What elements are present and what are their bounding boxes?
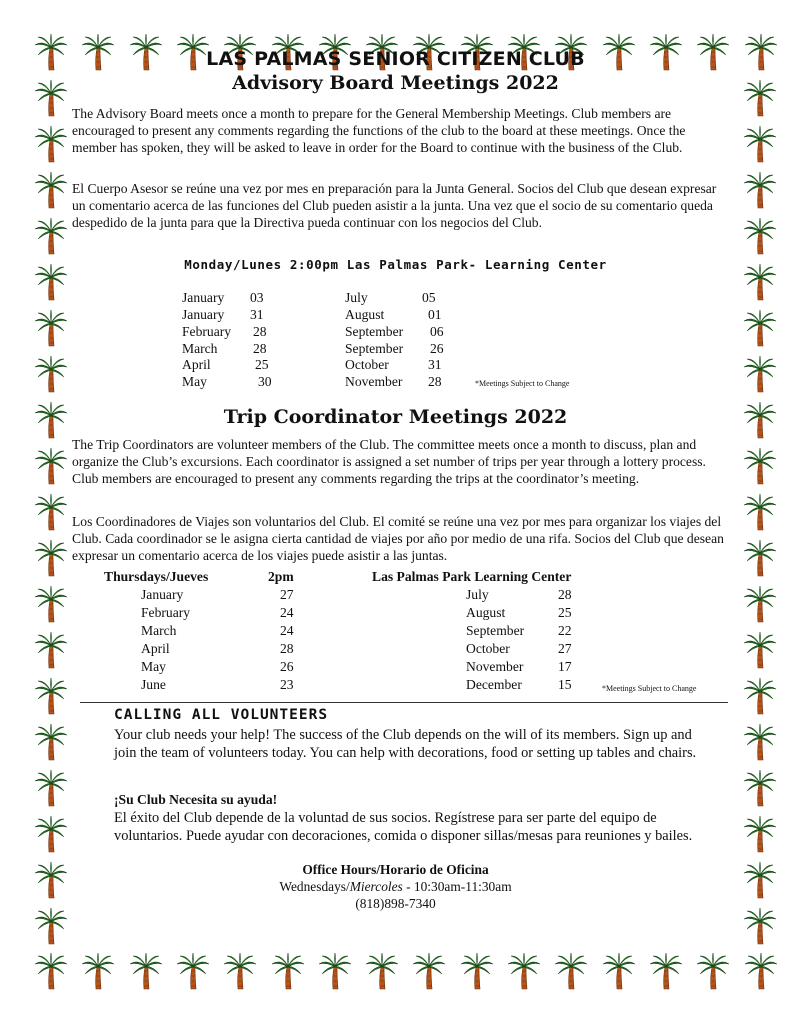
trip-paragraph-es: Los Coordinadores de Viajes son voluntarios del Club. El comité se reúne una vez por mes para organizar los viajes del Club. Cada coordinador se le asigna cierta cantidad de viajes por año por medio de una rifa. Socios del Club que desean expresar un comentario acerca de los viajes puede asistir a las juntas.: [72, 514, 724, 563]
palm-tree-icon: [743, 126, 777, 164]
trip-day: 24: [280, 623, 294, 638]
advisory-month: January: [182, 290, 225, 305]
advisory-paragraph-en: The Advisory Board meets once a month to prepare for the General Membership Meetings. Club members are encouraged to present any comments regarding the functions of the club to the board at these meetings. Once the member has spoken, they will be asked to leave in order for the Board to continue with the business of the Club.: [72, 106, 686, 155]
trip-paragraph-en: The Trip Coordinators are volunteer members of the Club. The committee meets once a month to discuss, plan and organize the Club’s excursions. Each coordinator is assigned a set number of trips per year through a lottery process. Club members are encouraged to present any comments regarding the trips at the coordinator’s meeting.: [72, 437, 706, 486]
trip-day-label: Thursdays/Jueves: [104, 569, 209, 584]
palm-tree-icon: [34, 724, 68, 762]
palm-tree-icon: [34, 586, 68, 624]
advisory-month: September: [345, 341, 404, 356]
palm-tree-icon: [412, 953, 446, 991]
palm-tree-icon: [176, 953, 210, 991]
trip-month: September: [466, 623, 525, 638]
office-hours-time: - 10:30am-11:30am: [402, 879, 512, 894]
trip-day: 27: [280, 587, 294, 602]
trip-day: 15: [558, 677, 572, 692]
palm-tree-icon: [34, 448, 68, 486]
palm-tree-icon: [743, 816, 777, 854]
advisory-month: November: [345, 374, 403, 389]
advisory-board-title: Advisory Board Meetings 2022: [232, 72, 559, 94]
palm-tree-icon: [34, 678, 68, 716]
volunteers-text-es: El éxito del Club depende de la voluntad de sus socios. Regístrese para ser parte del equipo de voluntarios. Puede ayudar con decoraciones, comida o disponer sillas/mesas para reuniones y bailes.: [114, 810, 693, 844]
trip-time-label: 2pm: [268, 569, 294, 584]
palm-tree-icon: [34, 908, 68, 946]
palm-tree-icon: [602, 953, 636, 991]
office-days-en: Wednesdays/: [279, 879, 350, 894]
palm-tree-icon: [743, 218, 777, 256]
office-hours-line: [0, 879, 791, 895]
trip-change-note: *Meetings Subject to Change: [602, 684, 697, 693]
advisory-day: 03: [250, 290, 264, 305]
advisory-month: September: [345, 324, 404, 339]
trip-month: June: [141, 677, 166, 692]
palm-tree-icon: [34, 816, 68, 854]
trip-location-label: Las Palmas Park Learning Center: [372, 569, 572, 584]
palm-tree-icon: [743, 908, 777, 946]
palm-tree-icon: [649, 953, 683, 991]
trip-day: 22: [558, 623, 572, 638]
palm-tree-icon: [743, 494, 777, 532]
palm-tree-icon: [743, 356, 777, 394]
palm-tree-icon: [507, 953, 541, 991]
palm-tree-icon: [34, 218, 68, 256]
trip-day: 28: [558, 587, 572, 602]
advisory-day: 31: [428, 357, 442, 372]
advisory-month: July: [345, 290, 368, 305]
advisory-paragraph-es: El Cuerpo Asesor se reúne una vez por mes en preparación para la Junta General. Socios del Club que desean expresar un comentario acerca de las funciones del Club pueden asistir a la junta. Una vez que el socio de su comentario queda despedido de la junta para que la Directiva pueda continuar con los negocios del Club.: [72, 181, 717, 230]
advisory-month: August: [345, 307, 385, 322]
trip-month: December: [466, 677, 522, 692]
advisory-day: 06: [430, 324, 444, 339]
trip-day: 17: [558, 659, 572, 674]
advisory-day: 31: [250, 307, 264, 322]
palm-tree-icon: [743, 172, 777, 210]
advisory-day: 05: [422, 290, 436, 305]
advisory-change-note: *Meetings Subject to Change: [475, 379, 570, 388]
advisory-month: October: [345, 357, 389, 372]
palm-tree-icon: [34, 632, 68, 670]
palm-tree-icon: [34, 540, 68, 578]
trip-month: November: [466, 659, 524, 674]
volunteers-text-en: Your club needs your help! The success of the Club depends on the will of its members. Sign up and join the team of volunteers today. You can help with decorations, food or setting up tables and chairs.: [114, 727, 697, 761]
volunteers-heading: CALLING ALL VOLUNTEERS: [114, 707, 329, 723]
trip-coordinator-title: Trip Coordinator Meetings 2022: [223, 406, 568, 428]
palm-tree-icon: [34, 126, 68, 164]
palm-tree-icon: [696, 953, 730, 991]
trip-month: October: [466, 641, 510, 656]
advisory-day: 26: [430, 341, 444, 356]
club-name: LAS PALMAS SENIOR CITIZEN CLUB: [206, 48, 585, 70]
trip-day: 25: [558, 605, 572, 620]
advisory-month: February: [182, 324, 232, 339]
trip-day: 28: [280, 641, 294, 656]
office-hours-heading: Office Hours/Horario de Oficina: [302, 862, 489, 877]
trip-month: April: [141, 641, 170, 656]
palm-tree-icon: [34, 770, 68, 808]
palm-tree-icon: [743, 310, 777, 348]
advisory-day: 28: [428, 374, 442, 389]
palm-tree-icon: [271, 953, 305, 991]
palm-tree-icon: [743, 586, 777, 624]
palm-tree-icon: [743, 448, 777, 486]
trip-month: August: [466, 605, 506, 620]
trip-month: May: [141, 659, 166, 674]
palm-tree-icon: [34, 356, 68, 394]
advisory-day: 28: [253, 324, 267, 339]
palm-tree-icon: [460, 953, 494, 991]
palm-tree-icon: [318, 953, 352, 991]
office-days-es: Miercoles: [349, 879, 403, 894]
trip-day: 24: [280, 605, 294, 620]
advisory-day: 28: [253, 341, 267, 356]
advisory-month: May: [182, 374, 207, 389]
advisory-month: March: [182, 341, 218, 356]
advisory-schedule-heading: Monday/Lunes 2:00pm Las Palmas Park- Learning Center: [184, 257, 607, 272]
palm-tree-icon: [554, 953, 588, 991]
palm-tree-icon: [129, 953, 163, 991]
trip-day: 23: [280, 677, 294, 692]
trip-month: January: [141, 587, 184, 602]
palm-tree-icon: [743, 678, 777, 716]
trip-month: February: [141, 605, 191, 620]
palm-tree-icon: [365, 953, 399, 991]
palm-tree-icon: [34, 310, 68, 348]
advisory-month: April: [182, 357, 211, 372]
advisory-month: January: [182, 307, 225, 322]
palm-tree-icon: [743, 770, 777, 808]
trip-day: 27: [558, 641, 572, 656]
palm-tree-icon: [744, 953, 778, 991]
palm-tree-icon: [81, 953, 115, 991]
trip-day: 26: [280, 659, 294, 674]
trip-month: July: [466, 587, 489, 602]
palm-tree-icon: [743, 724, 777, 762]
volunteers-heading-es: ¡Su Club Necesita su ayuda!: [114, 792, 278, 807]
palm-tree-icon: [34, 172, 68, 210]
palm-tree-icon: [743, 632, 777, 670]
advisory-day: 25: [255, 357, 269, 372]
advisory-day: 30: [258, 374, 272, 389]
office-phone: (818)898-7340: [355, 896, 436, 911]
palm-tree-icon: [34, 953, 68, 991]
advisory-day: 01: [428, 307, 442, 322]
trip-month: March: [141, 623, 177, 638]
palm-tree-icon: [34, 494, 68, 532]
palm-tree-icon: [743, 540, 777, 578]
palm-tree-icon: [223, 953, 257, 991]
section-divider: [80, 702, 728, 703]
